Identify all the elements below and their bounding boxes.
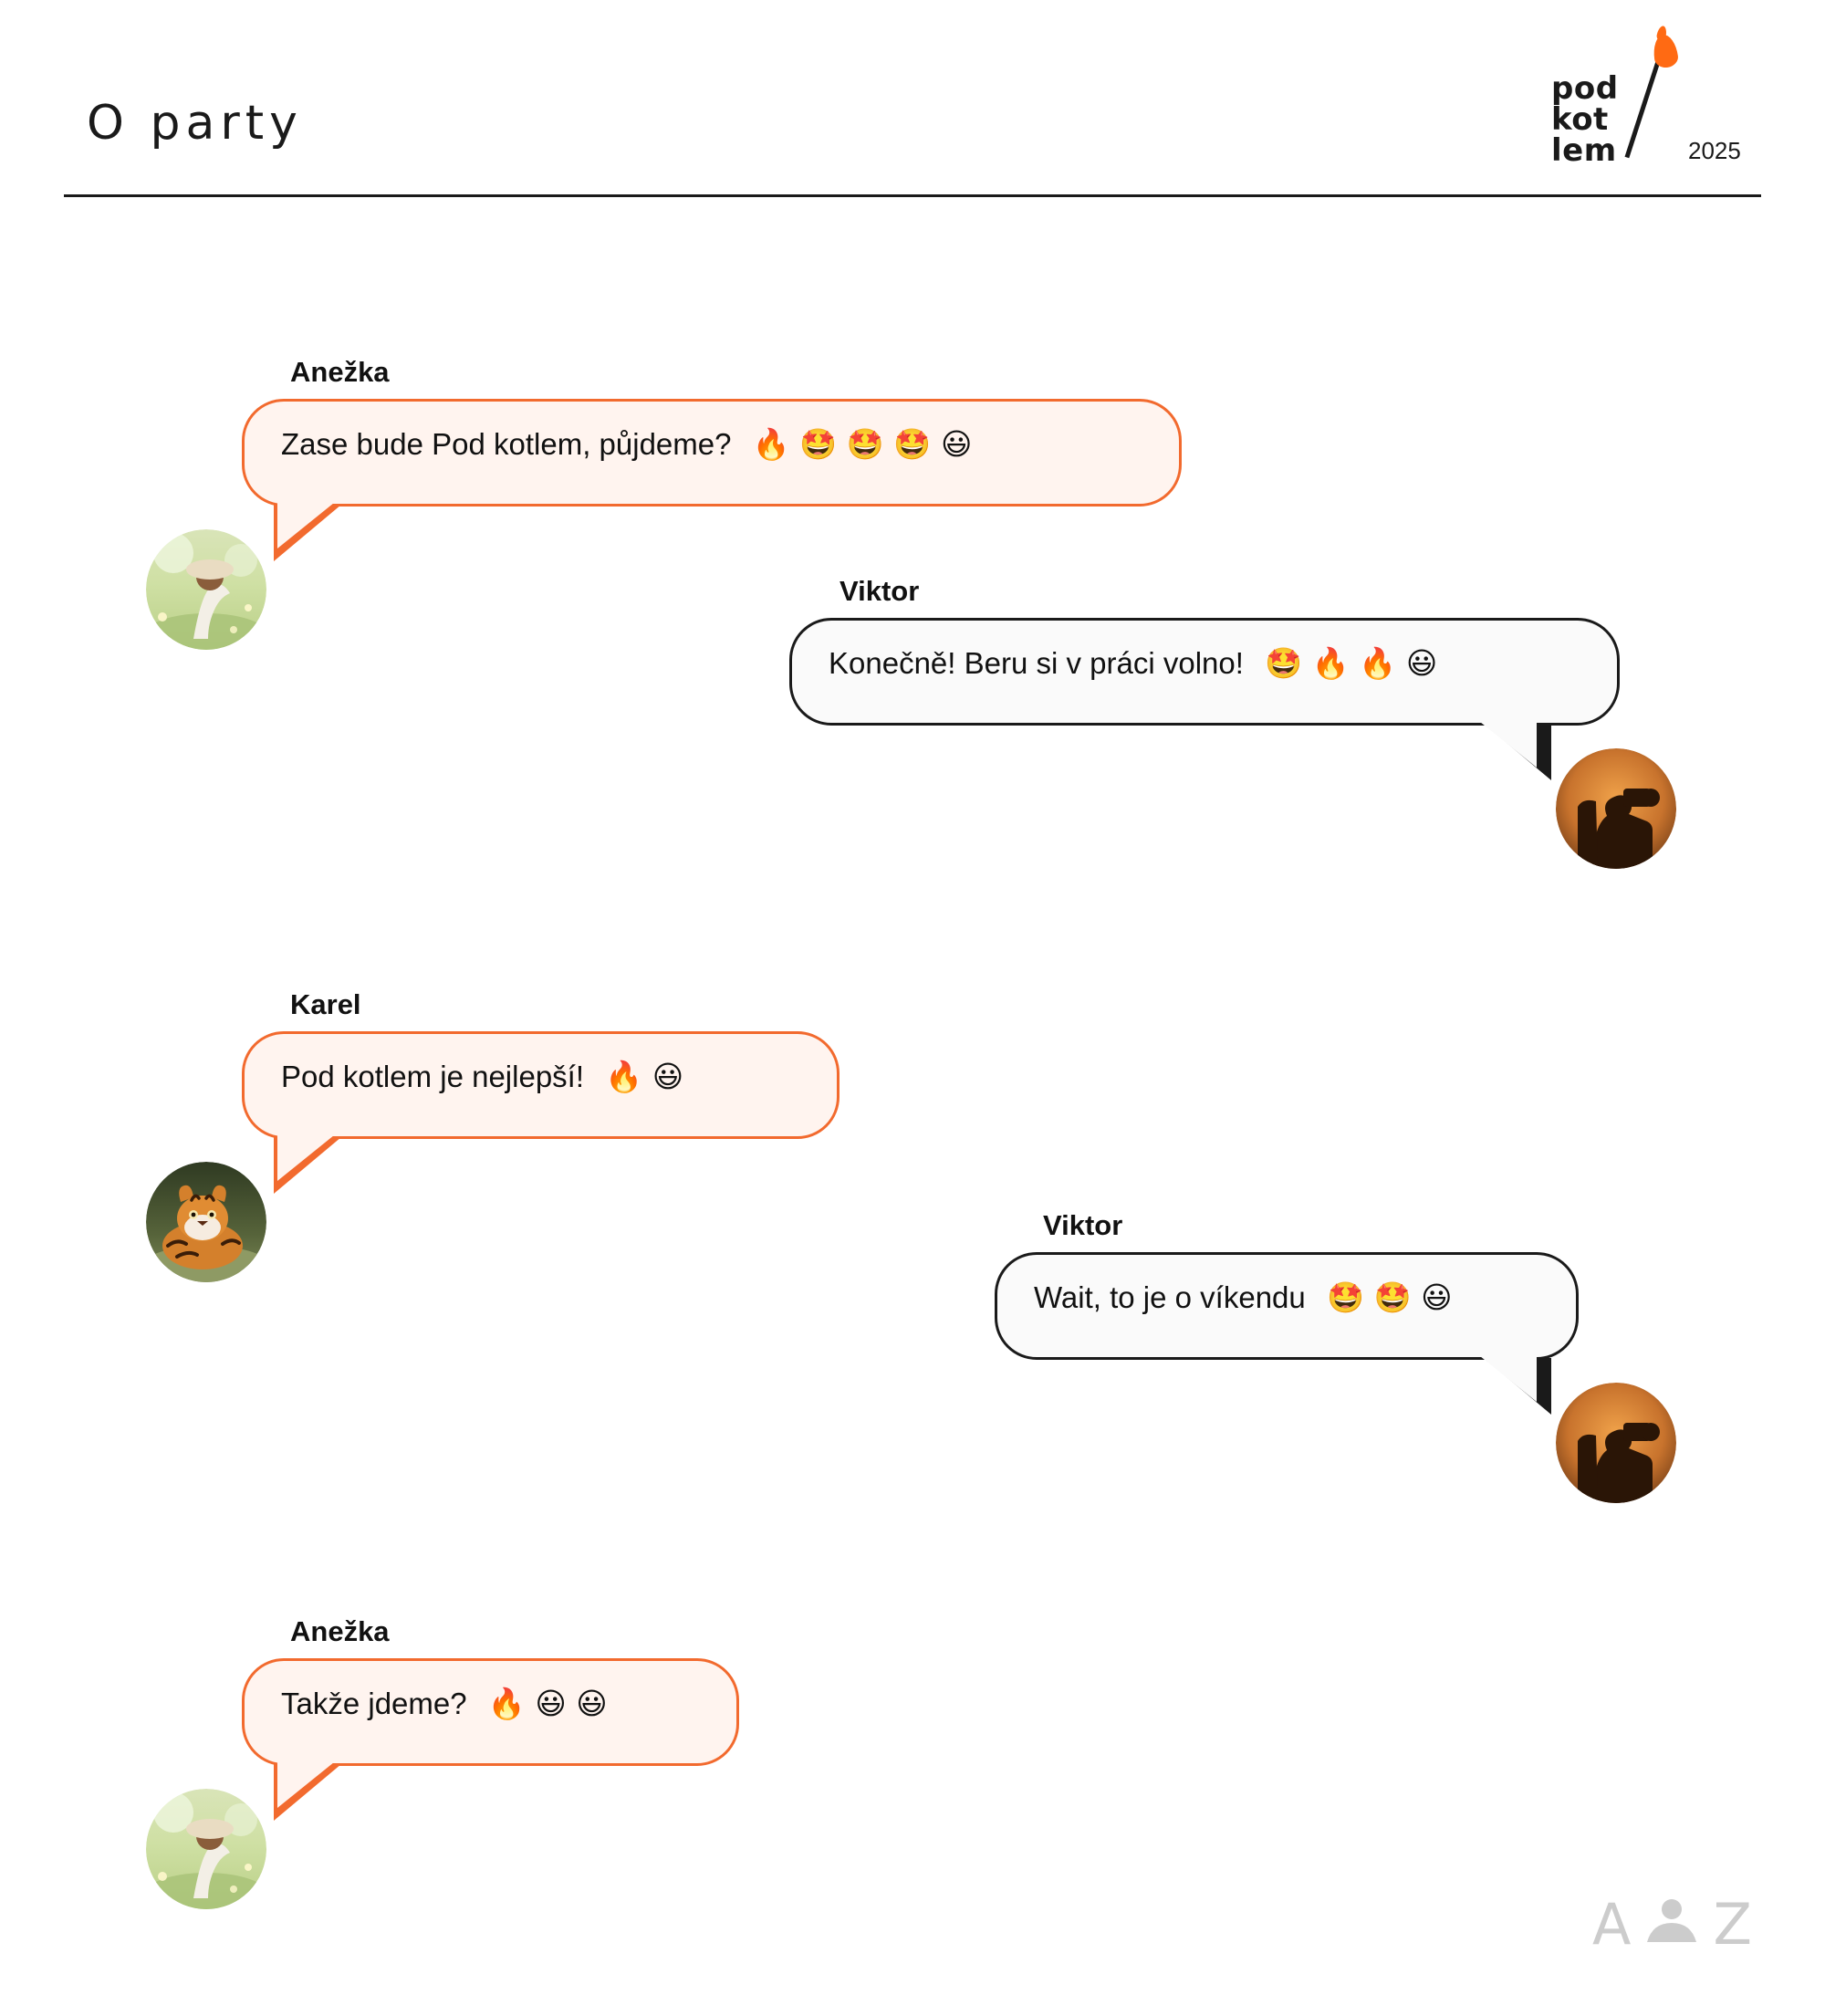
avatar[interactable]: [1556, 748, 1676, 869]
avatar[interactable]: [146, 529, 266, 650]
message-bubble[interactable]: [789, 618, 1620, 726]
brand-logo: [1551, 35, 1747, 172]
page-header: [0, 0, 1825, 205]
footer-logo-letter-a: A: [1592, 1891, 1632, 1958]
tiger-photo: [146, 1162, 266, 1282]
message-bubble[interactable]: [995, 1252, 1579, 1360]
page-title: O party: [87, 96, 303, 151]
avatar[interactable]: [146, 1162, 266, 1282]
avatar[interactable]: [146, 1789, 266, 1909]
message-bubble[interactable]: [242, 399, 1182, 507]
message-bubble[interactable]: [242, 1658, 739, 1766]
brand-year: 2025: [1688, 137, 1741, 164]
brand-line-1: pod: [1551, 70, 1619, 107]
message-text: Takže jdeme?: [281, 1687, 467, 1720]
header-divider: [64, 194, 1761, 197]
brand-wordmark: [1551, 70, 1619, 169]
brand-slash-decoration: [1625, 59, 1661, 158]
flame-icon: [1652, 33, 1680, 68]
bubble-tail-fill: [277, 1762, 334, 1808]
bubble-tail-fill: [277, 503, 334, 548]
message-bubble[interactable]: [242, 1031, 840, 1139]
message-emojis: 🔥 🤩 🤩 🤩 😃: [752, 426, 973, 462]
message-emojis: 🤩 🤩 😃: [1326, 1280, 1453, 1315]
photographer-silhouette-photo: [1556, 748, 1676, 869]
brand-line-2: kot: [1551, 101, 1609, 138]
message-sender-name: Viktor: [840, 575, 920, 607]
message-text: Wait, to je o víkendu: [1034, 1280, 1306, 1314]
bubble-tail-fill: [1480, 722, 1537, 768]
message-text: Zase bude Pod kotlem, půjdeme?: [281, 427, 732, 461]
message-emojis: 🔥 😃: [605, 1059, 684, 1094]
message-text: Pod kotlem je nejlepší!: [281, 1060, 585, 1093]
brand-line-3: lem: [1551, 132, 1617, 169]
person-mark-icon: [1643, 1896, 1700, 1944]
woman-in-meadow-photo: [146, 1789, 266, 1909]
woman-in-meadow-photo: [146, 529, 266, 650]
message-emojis: 🤩 🔥 🔥 😃: [1265, 645, 1438, 681]
message-sender-name: Anežka: [290, 1615, 390, 1647]
message-sender-name: Karel: [290, 988, 361, 1020]
avatar[interactable]: [1556, 1383, 1676, 1503]
photographer-silhouette-photo: [1556, 1383, 1676, 1503]
message-sender-name: Anežka: [290, 356, 390, 388]
message-text: Konečně! Beru si v práci volno!: [829, 646, 1244, 680]
bubble-tail-fill: [277, 1135, 334, 1181]
message-sender-name: Viktor: [1043, 1209, 1123, 1241]
footer-logo: [1592, 1884, 1752, 1957]
bubble-tail-fill: [1480, 1356, 1537, 1402]
footer-logo-letter-z: Z: [1713, 1891, 1752, 1958]
message-emojis: 🔥 😃 😃: [487, 1686, 608, 1721]
